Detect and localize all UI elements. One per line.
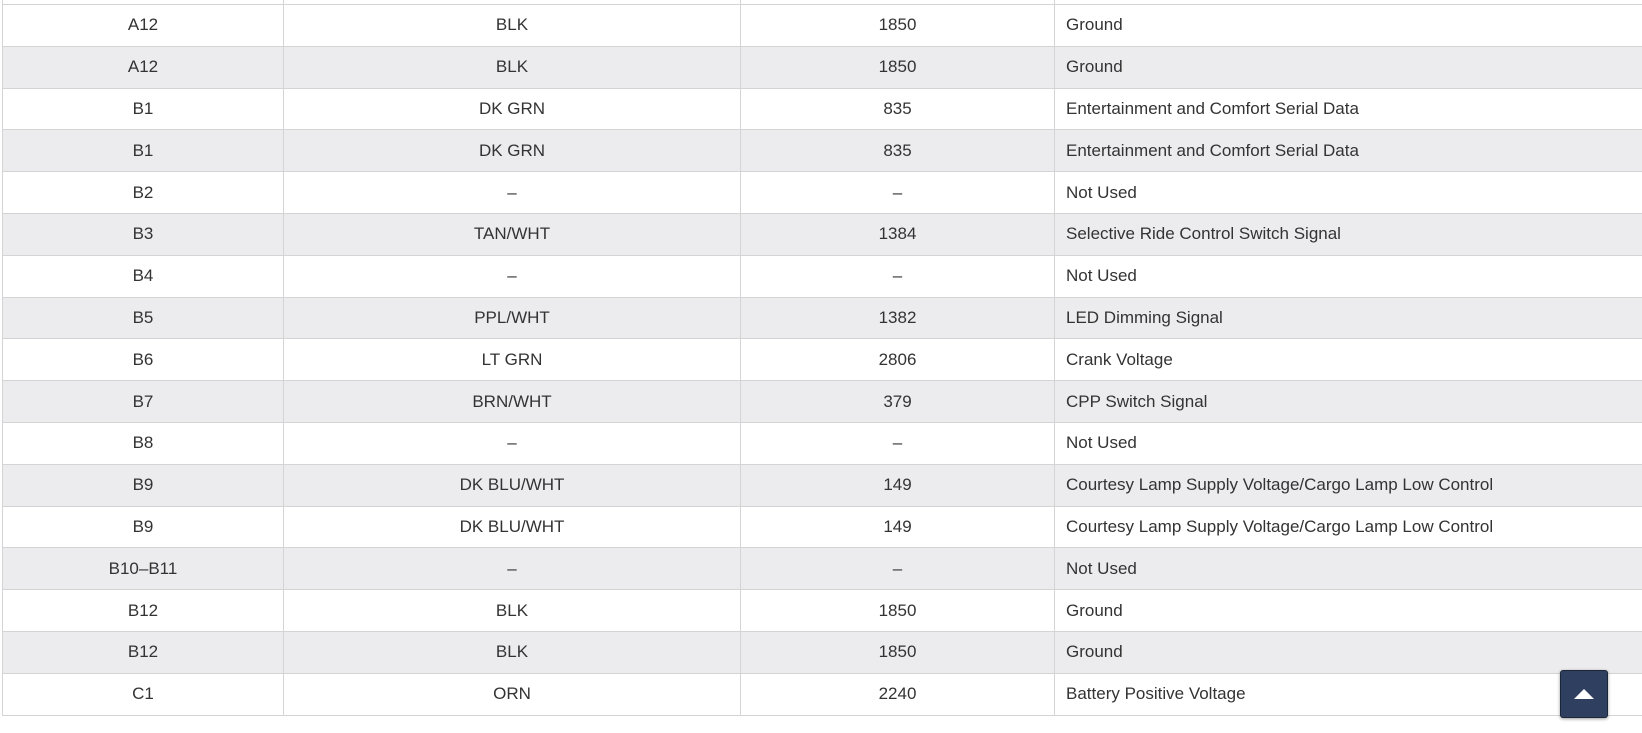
circuit-number-cell: – [741,422,1055,464]
function-cell: Courtesy Lamp Supply Voltage/Cargo Lamp Low Control [1055,506,1642,548]
pin-cell: B6 [3,339,284,381]
function-cell: Not Used [1055,255,1642,297]
circuit-number-cell: 835 [741,88,1055,130]
table-row [3,297,1642,339]
circuit-number-cell: 1850 [741,590,1055,632]
wire-color-cell: – [284,422,741,464]
table-row [3,464,1642,506]
function-cell: LED Dimming Signal [1055,297,1642,339]
pin-cell: B2 [3,172,284,214]
function-cell: Ground [1055,5,1642,47]
function-cell: Not Used [1055,172,1642,214]
circuit-number-cell: 835 [741,130,1055,172]
back-to-top-button[interactable] [1560,670,1608,718]
circuit-number-cell: 2240 [741,673,1055,715]
pin-cell: B5 [3,297,284,339]
wire-color-cell: DK BLU/WHT [284,464,741,506]
pin-cell: C1 [3,673,284,715]
function-cell: Battery Positive Voltage [1055,673,1642,715]
function-cell: Not Used [1055,422,1642,464]
wire-color-cell: LT GRN [284,339,741,381]
pinout-table-container [2,4,1642,716]
pin-cell: B10–B11 [3,548,284,590]
pin-cell: B12 [3,631,284,673]
circuit-number-cell: 1850 [741,631,1055,673]
function-cell: Crank Voltage [1055,339,1642,381]
function-cell: Ground [1055,46,1642,88]
wire-color-cell: BLK [284,590,741,632]
table-body [3,5,1642,716]
function-cell: Entertainment and Comfort Serial Data [1055,130,1642,172]
function-cell: Not Used [1055,548,1642,590]
wire-color-cell: DK GRN [284,130,741,172]
pin-cell: B3 [3,213,284,255]
pin-cell: B12 [3,590,284,632]
table-row [3,631,1642,673]
wire-color-cell: ORN [284,673,741,715]
table-row [3,590,1642,632]
wire-color-cell: BRN/WHT [284,381,741,423]
table-row [3,339,1642,381]
function-cell: Ground [1055,631,1642,673]
table-row [3,673,1642,715]
pin-cell: B1 [3,88,284,130]
table-row [3,46,1642,88]
connector-pinout-table [2,4,1642,716]
pin-cell: A12 [3,46,284,88]
table-row [3,255,1642,297]
table-row [3,213,1642,255]
circuit-number-cell: 2806 [741,339,1055,381]
pin-cell: A12 [3,5,284,47]
table-row [3,548,1642,590]
table-row [3,172,1642,214]
circuit-number-cell: 1850 [741,46,1055,88]
wire-color-cell: TAN/WHT [284,213,741,255]
pin-cell: B1 [3,130,284,172]
function-cell: CPP Switch Signal [1055,381,1642,423]
circuit-number-cell: 1850 [741,5,1055,47]
pin-cell: B9 [3,506,284,548]
table-row [3,422,1642,464]
pin-cell: B4 [3,255,284,297]
circuit-number-cell: 149 [741,506,1055,548]
wire-color-cell: BLK [284,631,741,673]
wire-color-cell: – [284,548,741,590]
table-row [3,88,1642,130]
pin-cell: B8 [3,422,284,464]
function-cell: Entertainment and Comfort Serial Data [1055,88,1642,130]
wire-color-cell: DK GRN [284,88,741,130]
wire-color-cell: – [284,255,741,297]
pin-cell: B7 [3,381,284,423]
arrow-up-icon [1574,689,1594,699]
circuit-number-cell: 1384 [741,213,1055,255]
circuit-number-cell: – [741,548,1055,590]
wire-color-cell: PPL/WHT [284,297,741,339]
function-cell: Selective Ride Control Switch Signal [1055,213,1642,255]
circuit-number-cell: 379 [741,381,1055,423]
circuit-number-cell: – [741,255,1055,297]
function-cell: Courtesy Lamp Supply Voltage/Cargo Lamp Low Control [1055,464,1642,506]
pin-cell: B9 [3,464,284,506]
circuit-number-cell: – [741,172,1055,214]
function-cell: Ground [1055,590,1642,632]
wire-color-cell: BLK [284,5,741,47]
table-row [3,381,1642,423]
circuit-number-cell: 149 [741,464,1055,506]
wire-color-cell: – [284,172,741,214]
table-row [3,130,1642,172]
wire-color-cell: BLK [284,46,741,88]
table-row [3,5,1642,47]
wire-color-cell: DK BLU/WHT [284,506,741,548]
table-row [3,506,1642,548]
circuit-number-cell: 1382 [741,297,1055,339]
